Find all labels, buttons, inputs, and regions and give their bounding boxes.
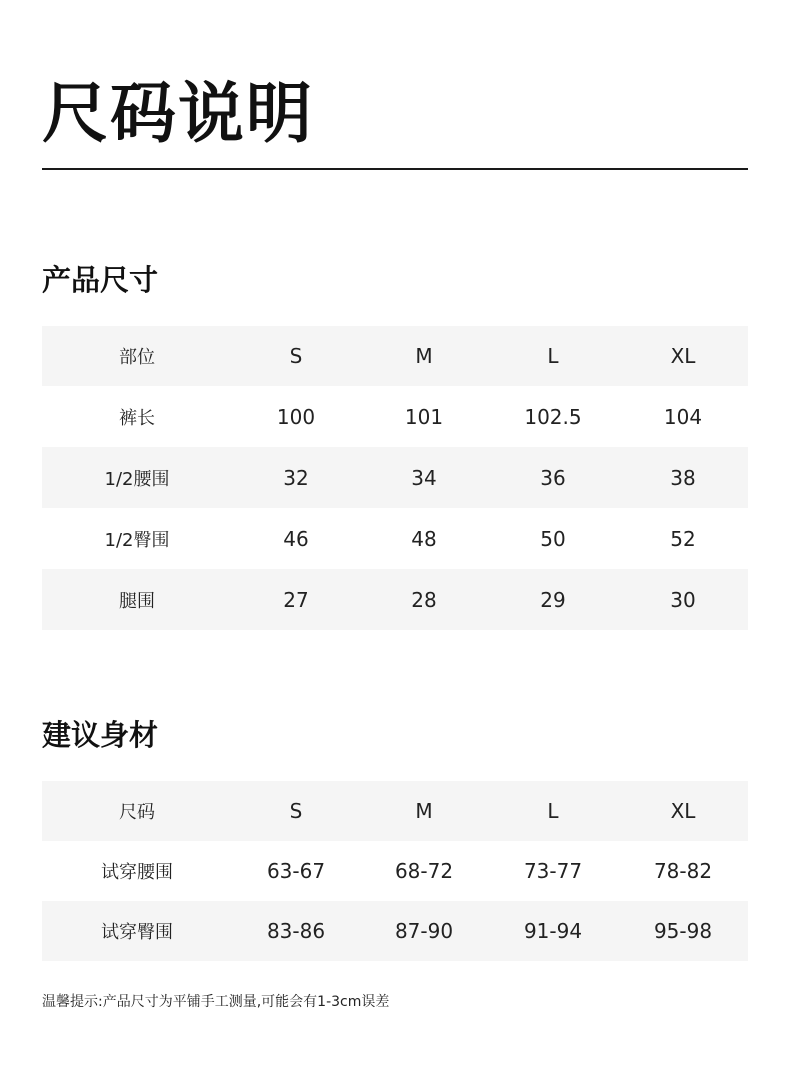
table-row	[42, 901, 748, 961]
table-cell: 29	[488, 569, 618, 630]
row-label: 腿围	[42, 569, 232, 630]
table-cell: 48	[411, 526, 437, 551]
header-cell: L	[488, 781, 618, 841]
header-cell: S	[232, 326, 360, 386]
page-title: 尺码说明	[42, 75, 314, 152]
row-label: 1/2臀围	[104, 529, 170, 551]
header-cell: 部位	[42, 326, 232, 386]
table-cell: 101	[404, 404, 444, 429]
table-cell: 30	[618, 569, 748, 630]
table-cell: 36	[488, 447, 618, 508]
table-cell: 102.5	[524, 404, 582, 429]
header-cell: XL	[618, 326, 748, 386]
table-cell: 78-82	[653, 859, 713, 883]
table-cell: 83-86	[232, 901, 360, 961]
table-row	[42, 508, 748, 569]
table-row	[42, 841, 748, 901]
table-cell: 63-67	[266, 859, 326, 883]
header-cell: M	[360, 326, 488, 386]
suggested-figure-title: 建议身材	[42, 718, 159, 752]
table-cell: 104	[663, 404, 703, 429]
table-row	[42, 569, 748, 630]
table-header-row	[42, 326, 748, 386]
table-cell: 68-72	[394, 859, 454, 883]
table-row	[42, 386, 748, 447]
table-cell: 95-98	[618, 901, 748, 961]
table-cell: 38	[618, 447, 748, 508]
table-cell: 50	[540, 526, 566, 551]
suggested-figure-table	[42, 781, 748, 961]
table-cell: 73-77	[523, 859, 583, 883]
row-label: 1/2腰围	[42, 447, 232, 508]
header-cell: 尺码	[42, 781, 232, 841]
table-cell: 27	[232, 569, 360, 630]
header-cell: L	[488, 326, 618, 386]
row-label: 试穿臀围	[42, 901, 232, 961]
table-cell: 28	[360, 569, 488, 630]
table-cell: 52	[670, 526, 696, 551]
row-label: 裤长	[119, 407, 155, 429]
table-cell: 46	[283, 526, 309, 551]
product-size-title: 产品尺寸	[42, 263, 159, 297]
table-cell: 100	[276, 404, 316, 429]
table-cell: 91-94	[488, 901, 618, 961]
header-cell: XL	[618, 781, 748, 841]
header-cell: S	[232, 781, 360, 841]
header-cell: M	[360, 781, 488, 841]
row-label: 试穿腰围	[101, 862, 173, 883]
title-divider	[42, 168, 748, 170]
table-cell: 87-90	[360, 901, 488, 961]
table-row	[42, 447, 748, 508]
product-size-table	[42, 326, 748, 630]
table-cell: 32	[232, 447, 360, 508]
table-cell: 34	[360, 447, 488, 508]
table-header-row	[42, 781, 748, 841]
measurement-note: 温馨提示:产品尺寸为平铺手工测量,可能会有1-3cm误差	[42, 994, 390, 1010]
